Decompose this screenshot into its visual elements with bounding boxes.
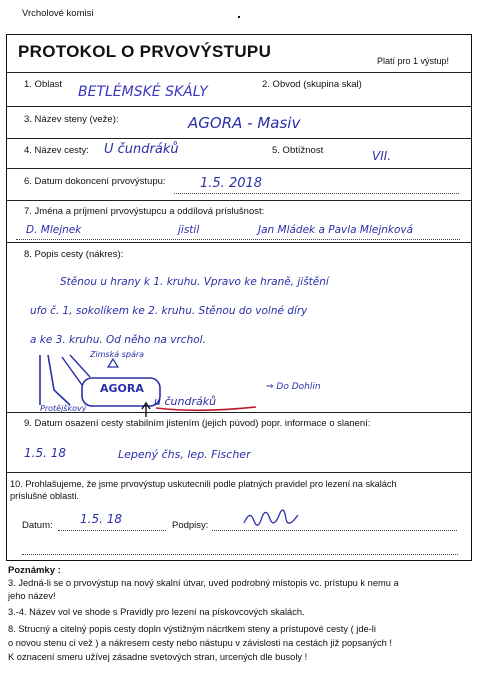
divider xyxy=(6,72,472,73)
divider xyxy=(6,200,472,201)
wall-value: AGORA - Masiv xyxy=(188,114,301,132)
declaration-line-1: 10. Prohlašujeme, že jsme prvovýstup uskutecnili podle platných pravidel pro lezení na skalách xyxy=(10,479,397,489)
names-dots xyxy=(16,239,460,240)
grade-value: VII. xyxy=(372,149,392,163)
date-label: 6. Datum dokoncení prvovýstupu: xyxy=(24,176,166,187)
divider xyxy=(6,242,472,243)
sign-date-dots xyxy=(58,530,166,531)
note-line: o novou stenu ci vež ) a nákresem cesty nebo nástupu v závislosti na cestách již popsaných ! xyxy=(8,638,392,648)
declaration-line-2: príslušné oblasti. xyxy=(10,491,79,501)
names-value-rest: Jan Mládek a Pavla Mlejnková xyxy=(258,224,414,236)
validity-note: Platí pro 1 výstup! xyxy=(377,56,450,66)
names-value-role: jistil xyxy=(178,224,200,236)
divider xyxy=(6,472,472,473)
names-value-first: D. Mlejnek xyxy=(26,224,82,236)
anchors-label: 9. Datum osazení cesty stabilním jistením (jejich pùvod) popr. informace o slanení: xyxy=(24,418,371,429)
description-line-2: ufo č. 1, sokolíkem ke 2. kruhu. Stěnou do volné díry xyxy=(30,305,308,317)
wall-label: 3. Název steny (veže): xyxy=(24,114,119,125)
description-line-3: a ke 3. kruhu. Od něho na vrchol. xyxy=(30,334,206,346)
notes-heading: Poznámky : xyxy=(8,565,61,576)
page-title: PROTOKOL O PRVOVÝSTUPU xyxy=(18,42,272,61)
note-line: jeho název! xyxy=(8,591,56,601)
summit-triangle xyxy=(108,359,118,367)
description-line-1: Stěnou u hrany k 1. kruhu. Vpravo ke hraně, jištění xyxy=(60,276,329,288)
note-line: 3.-4. Název vol ve shode s Pravidly pro lezení na pískovcových skalách. xyxy=(8,607,305,617)
extra-dots xyxy=(22,554,458,555)
sketch-label-chimney: Zimská spára xyxy=(90,350,145,359)
divider xyxy=(6,168,472,169)
divider xyxy=(6,138,472,139)
description-label: 8. Popis cesty (nákres): xyxy=(24,249,124,260)
sketch-label-agora: AGORA xyxy=(100,382,144,395)
route-label: 4. Název cesty: xyxy=(24,145,89,156)
date-dots xyxy=(174,193,459,194)
signature xyxy=(240,505,310,533)
area-label: 1. Oblast xyxy=(24,79,63,90)
signatures-label: Podpisy: xyxy=(172,520,209,531)
sketch-label-route: u čundráků xyxy=(154,395,217,408)
anchors-value: Lepený čhs, lep. Fischer xyxy=(118,448,251,461)
route-value: U čundráků xyxy=(104,142,179,157)
top-dot xyxy=(238,16,240,18)
date-value: 1.5. 2018 xyxy=(200,176,263,191)
committee-label: Vrcholové komisi xyxy=(22,8,94,19)
area-value: BETLÉMSKÉ SKÁLY xyxy=(78,84,208,100)
sign-date-value: 1.5. 18 xyxy=(80,512,122,526)
anchors-date: 1.5. 18 xyxy=(24,446,66,460)
route-arrow xyxy=(142,403,150,417)
sketch-label-direction: ⇒ Do Dohlin xyxy=(266,382,321,392)
sign-date-label: Datum: xyxy=(22,520,53,531)
names-label: 7. Jména a príjmení prvovýstupcu a oddílová príslušnost: xyxy=(24,206,265,217)
divider xyxy=(6,106,472,107)
district-label: 2. Obvod (skupina skal) xyxy=(262,79,362,90)
note-line: 8. Strucný a citelný popis cesty dopln výstižným nácrtkem steny a prístupové cesty ( jde-li xyxy=(8,624,376,634)
note-line: K oznacení smeru užívej zásadne svetových stran, urcených dle busoly ! xyxy=(8,652,308,662)
note-line: 3. Jedná-li se o prvovýstup na nový skalní útvar, uved podrobný místopis vc. prístupu k nemu a xyxy=(8,578,399,588)
grade-label: 5. Obtížnost xyxy=(272,145,324,156)
sketch-label-pointer: Protějškový xyxy=(40,404,87,413)
